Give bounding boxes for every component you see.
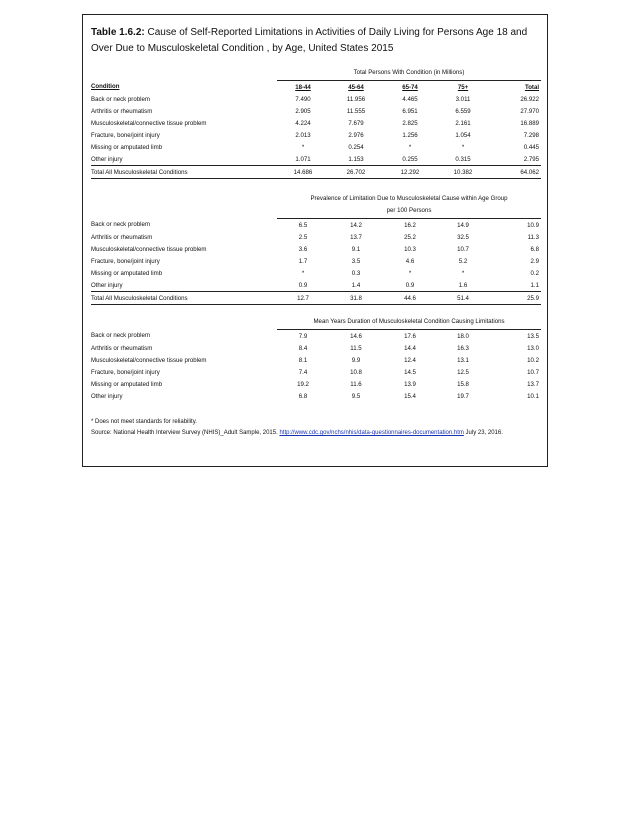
table-row	[91, 390, 541, 402]
table-cell: 6.951	[402, 107, 418, 115]
total-cell: 64.062	[489, 166, 541, 179]
row-label: Arthritis or rheumatism	[91, 344, 153, 352]
table-cell: 25.2	[404, 233, 416, 241]
row-label: Fracture, bone/joint injury	[91, 131, 160, 139]
column-header-age: 65-74	[402, 83, 418, 91]
table-row	[91, 354, 541, 366]
row-label: Other injury	[91, 281, 123, 289]
row-label: Back or neck problem	[91, 221, 150, 229]
table-cell: 1.6	[458, 281, 468, 289]
table-row	[91, 243, 541, 255]
table-cell: 6.8	[530, 245, 540, 253]
table-cell: 1.256	[402, 131, 418, 139]
section-total-persons-rows	[91, 93, 541, 179]
total-cell: 12.292	[383, 166, 437, 179]
table-cell: 10.2	[527, 356, 540, 364]
table-cell: 14.2	[350, 221, 362, 229]
table-cell: 7.4	[298, 368, 308, 376]
column-header-age: 75+	[457, 83, 469, 91]
table-cell: 2.825	[402, 119, 418, 127]
table-cell: 2.795	[523, 155, 540, 163]
table-cell: 0.315	[455, 155, 471, 163]
table-row	[91, 141, 541, 153]
table-cell: 1.071	[295, 155, 311, 163]
table-row	[91, 129, 541, 141]
row-label: Musculoskeletal/connective tissue problem	[91, 245, 207, 253]
total-cell: 31.8	[329, 292, 383, 305]
table-cell: 18.0	[457, 332, 469, 340]
table-cell: 8.4	[298, 344, 308, 352]
total-cell: 10.382	[437, 166, 489, 179]
table-cell: 10.8	[350, 368, 362, 376]
table-cell: 6.559	[455, 107, 471, 115]
table-cell: 11.5	[350, 344, 362, 352]
table-cell: 15.8	[457, 380, 469, 388]
source-link[interactable]: http://www.cdc.gov/nchs/nhis/data-questionnaires-documentation.htm	[279, 430, 464, 436]
table-cell: 8.1	[298, 356, 308, 364]
table-cell: 0.9	[298, 281, 308, 289]
table-cell: 13.0	[527, 344, 540, 352]
total-row	[91, 292, 541, 305]
table-cell: 0.255	[402, 155, 418, 163]
source-prefix: Source: National Health Interview Survey (NHIS)_Adult Sample, 2015.	[91, 430, 280, 436]
section-total-persons-table	[91, 67, 541, 179]
table-row	[91, 105, 541, 117]
table-cell: 13.5	[527, 332, 540, 340]
table-cell: 7.298	[523, 131, 540, 139]
table-cell: 3.011	[455, 95, 471, 103]
column-header-condition: Condition	[91, 83, 120, 91]
table-cell: 11.3	[527, 233, 540, 241]
table-cell: 13.9	[404, 380, 416, 388]
table-cell: 10.7	[457, 245, 469, 253]
table-cell: 14.5	[404, 368, 416, 376]
table-cell: *	[301, 143, 305, 151]
table-cell: 3.5	[351, 257, 361, 265]
table-cell: 6.8	[298, 392, 308, 400]
table-container	[82, 14, 548, 467]
table-cell: 17.6	[404, 332, 416, 340]
row-label: Missing or amputated limb	[91, 380, 163, 388]
table-cell: 5.2	[458, 257, 468, 265]
table-cell: *	[461, 143, 465, 151]
table-row	[91, 378, 541, 390]
table-cell: 16.3	[457, 344, 469, 352]
table-row	[91, 267, 541, 279]
table-row	[91, 153, 541, 166]
row-label: Other injury	[91, 392, 123, 400]
table-cell: 16.2	[404, 221, 416, 229]
row-label: Musculoskeletal/connective tissue problem	[91, 119, 207, 127]
table-cell: 19.7	[457, 392, 469, 400]
total-row	[91, 166, 541, 179]
reliability-note: * Does not meet standards for reliability.	[91, 419, 197, 425]
total-cell: 44.6	[383, 292, 437, 305]
total-row-label: Total All Musculoskeletal Conditions	[91, 166, 277, 179]
table-cell: 4.6	[405, 257, 415, 265]
column-header-age: 45-64	[348, 83, 364, 91]
table-cell: 19.2	[297, 380, 309, 388]
table-cell: *	[408, 143, 412, 151]
table-row	[91, 366, 541, 378]
table-cell: 10.3	[404, 245, 416, 253]
column-header-total: Total	[524, 83, 540, 91]
table-row	[91, 330, 541, 343]
table-cell: 13.7	[350, 233, 362, 241]
table-cell: 2.161	[455, 119, 471, 127]
table-cell: 1.4	[351, 281, 361, 289]
table-cell: 7.679	[348, 119, 364, 127]
section-duration-table	[91, 316, 541, 402]
table-cell: *	[301, 269, 305, 277]
table-cell: 4.465	[402, 95, 418, 103]
table-cell: 1.054	[455, 131, 471, 139]
footnotes	[91, 417, 541, 439]
table-row	[91, 231, 541, 243]
table-cell: 27.970	[520, 107, 540, 115]
table-cell: 3.6	[298, 245, 308, 253]
table-cell: 7.9	[298, 332, 308, 340]
table-cell: 10.9	[527, 221, 540, 229]
table-title-text: Cause of Self-Reported Limitations in Activities of Daily Living for Persons Age 18 and Over Due to Musculoskeletal Condition , by Age, United States 2015	[91, 27, 528, 54]
table-cell: 10.7	[527, 368, 540, 376]
table-cell: 7.490	[295, 95, 311, 103]
table-cell: 1.1	[530, 281, 540, 289]
table-cell: 6.5	[298, 221, 308, 229]
table-cell: 12.5	[457, 368, 469, 376]
table-cell: 0.3	[351, 269, 361, 277]
section-heading-total-persons: Total Persons With Condition (in Millions)	[277, 67, 541, 81]
total-row-label: Total All Musculoskeletal Conditions	[91, 292, 277, 305]
table-row	[91, 279, 541, 292]
table-number: Table 1.6.2:	[91, 27, 145, 38]
table-cell: 2.013	[295, 131, 311, 139]
total-cell: 12.7	[277, 292, 329, 305]
row-label: Arthritis or rheumatism	[91, 233, 153, 241]
table-cell: 14.6	[350, 332, 362, 340]
section-heading-prevalence-sub: per 100 Persons	[277, 205, 541, 219]
table-cell: 11.956	[346, 95, 366, 103]
row-label: Missing or amputated limb	[91, 269, 163, 277]
table-cell: 2.5	[298, 233, 308, 241]
table-title	[91, 25, 543, 57]
total-cell: 51.4	[437, 292, 489, 305]
table-cell: 12.4	[404, 356, 416, 364]
section-prevalence-rows	[91, 219, 541, 305]
row-label: Back or neck problem	[91, 95, 150, 103]
table-row	[91, 117, 541, 129]
row-label: Other injury	[91, 155, 123, 163]
source-note	[91, 428, 541, 439]
row-label: Fracture, bone/joint injury	[91, 257, 160, 265]
total-cell: 14.686	[277, 166, 329, 179]
table-cell: 15.4	[404, 392, 416, 400]
table-row	[91, 342, 541, 354]
table-cell: 32.5	[457, 233, 469, 241]
column-header-age: 18-44	[295, 83, 311, 91]
total-cell: 26.702	[329, 166, 383, 179]
table-cell: 2.9	[530, 257, 540, 265]
table-cell: 2.976	[348, 131, 364, 139]
row-label: Fracture, bone/joint injury	[91, 368, 160, 376]
table-cell: 1.153	[348, 155, 364, 163]
section-duration-rows	[91, 330, 541, 403]
table-cell: 11.6	[350, 380, 362, 388]
table-cell: 0.445	[523, 143, 540, 151]
table-cell: 16.889	[520, 119, 540, 127]
section-heading-duration: Mean Years Duration of Musculoskeletal Condition Causing Limitations	[277, 316, 541, 330]
source-suffix: July 23, 2016.	[463, 430, 503, 436]
table-cell: 0.254	[348, 143, 364, 151]
row-label: Musculoskeletal/connective tissue problem	[91, 356, 207, 364]
table-cell: 14.9	[457, 221, 469, 229]
table-cell: 9.5	[351, 392, 361, 400]
table-cell: 4.224	[295, 119, 311, 127]
table-cell: 13.7	[527, 380, 540, 388]
section-heading-prevalence: Prevalence of Limitation Due to Musculoskeletal Cause within Age Group	[310, 195, 508, 202]
table-cell: 14.4	[404, 344, 416, 352]
section-prevalence-table	[91, 193, 541, 305]
table-cell: 1.7	[298, 257, 308, 265]
table-cell: 0.2	[530, 269, 540, 277]
table-cell: *	[408, 269, 412, 277]
table-cell: 13.1	[457, 356, 469, 364]
table-cell: 0.9	[405, 281, 415, 289]
row-label: Missing or amputated limb	[91, 143, 163, 151]
table-cell: 9.1	[351, 245, 361, 253]
table-cell: 9.9	[351, 356, 361, 364]
table-row	[91, 255, 541, 267]
table-cell: 11.555	[346, 107, 366, 115]
row-label: Back or neck problem	[91, 332, 150, 340]
table-row	[91, 93, 541, 105]
table-cell: 26.922	[520, 95, 540, 103]
row-label: Arthritis or rheumatism	[91, 107, 153, 115]
table-cell: *	[461, 269, 465, 277]
table-cell: 2.905	[295, 107, 311, 115]
table-cell: 10.1	[527, 392, 540, 400]
total-cell: 25.9	[489, 292, 541, 305]
table-row	[91, 219, 541, 232]
